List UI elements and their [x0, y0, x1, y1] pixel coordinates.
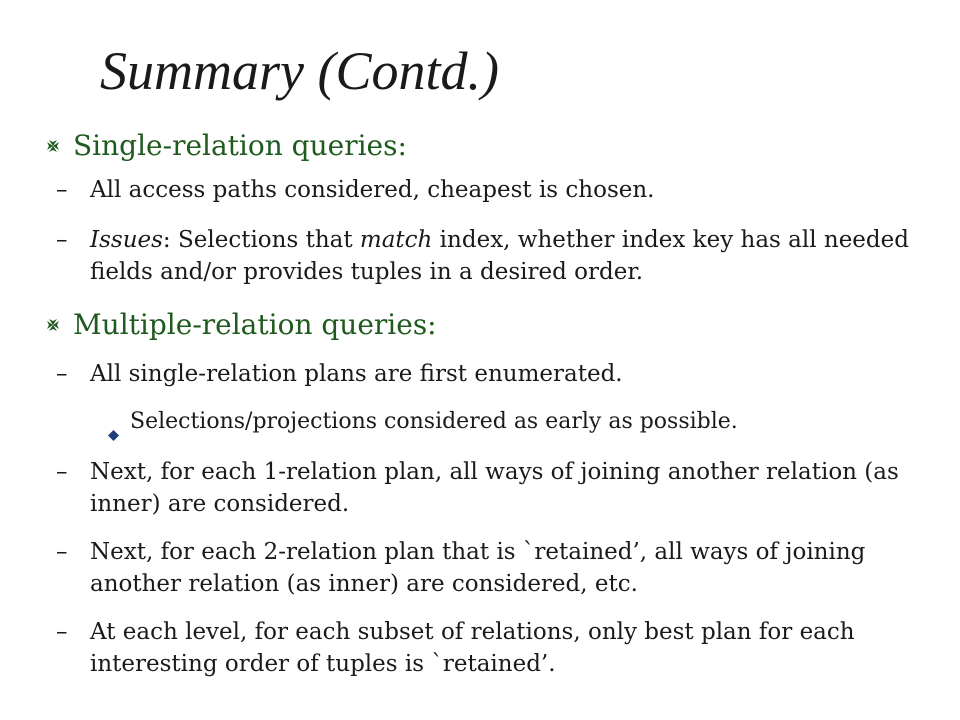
- issues-text-part1: : Selections that: [162, 227, 360, 253]
- subitem-text: All single-relation plans are first enumerated.: [90, 361, 623, 387]
- subitem-two-relation: [56, 536, 936, 600]
- dash-marker: –: [56, 459, 68, 485]
- dash-marker: –: [56, 619, 68, 645]
- subitem-each-level: [56, 616, 936, 680]
- subitem-text: [90, 224, 936, 288]
- subitem-text: All access paths considered, cheapest is chosen.: [90, 177, 655, 203]
- section-heading: Single-relation queries:: [73, 129, 407, 162]
- subitem-one-relation: [56, 456, 936, 520]
- clover-bullet-icon: [46, 139, 60, 153]
- subsubitem-selections: [108, 406, 738, 438]
- slide-title: Summary (Contd.): [100, 41, 499, 101]
- subitem-access-paths: [56, 174, 936, 206]
- subitem-text: At each level, for each subset of relations, only best plan for each interesting order of tuples is `retained’.: [90, 619, 855, 677]
- bullet-multiple-relation: [46, 305, 437, 345]
- dash-marker: –: [56, 361, 68, 387]
- diamond-bullet-icon: [108, 419, 119, 430]
- bullet-single-relation: [46, 126, 407, 166]
- subitem-issues: [56, 224, 936, 288]
- dash-marker: –: [56, 539, 68, 565]
- subitem-text: Next, for each 1-relation plan, all ways of joining another relation (as inner) are considered.: [90, 459, 899, 517]
- match-word: match: [359, 227, 433, 253]
- subitem-single-plans: [56, 358, 936, 390]
- subitem-text: Next, for each 2-relation plan that is `retained’, all ways of joining another relation (as inner) are considered, etc.: [90, 539, 866, 597]
- section-heading: Multiple-relation queries:: [73, 308, 437, 341]
- clover-bullet-icon: [46, 318, 60, 332]
- issues-label: Issues: [90, 227, 163, 253]
- issues-text-part2: index, whether index key has all needed fields and/or provides tuples in a desired order.: [90, 227, 909, 285]
- dash-marker: –: [56, 177, 68, 203]
- subsubitem-text: Selections/projections considered as early as possible.: [130, 409, 738, 434]
- dash-marker: –: [56, 227, 68, 253]
